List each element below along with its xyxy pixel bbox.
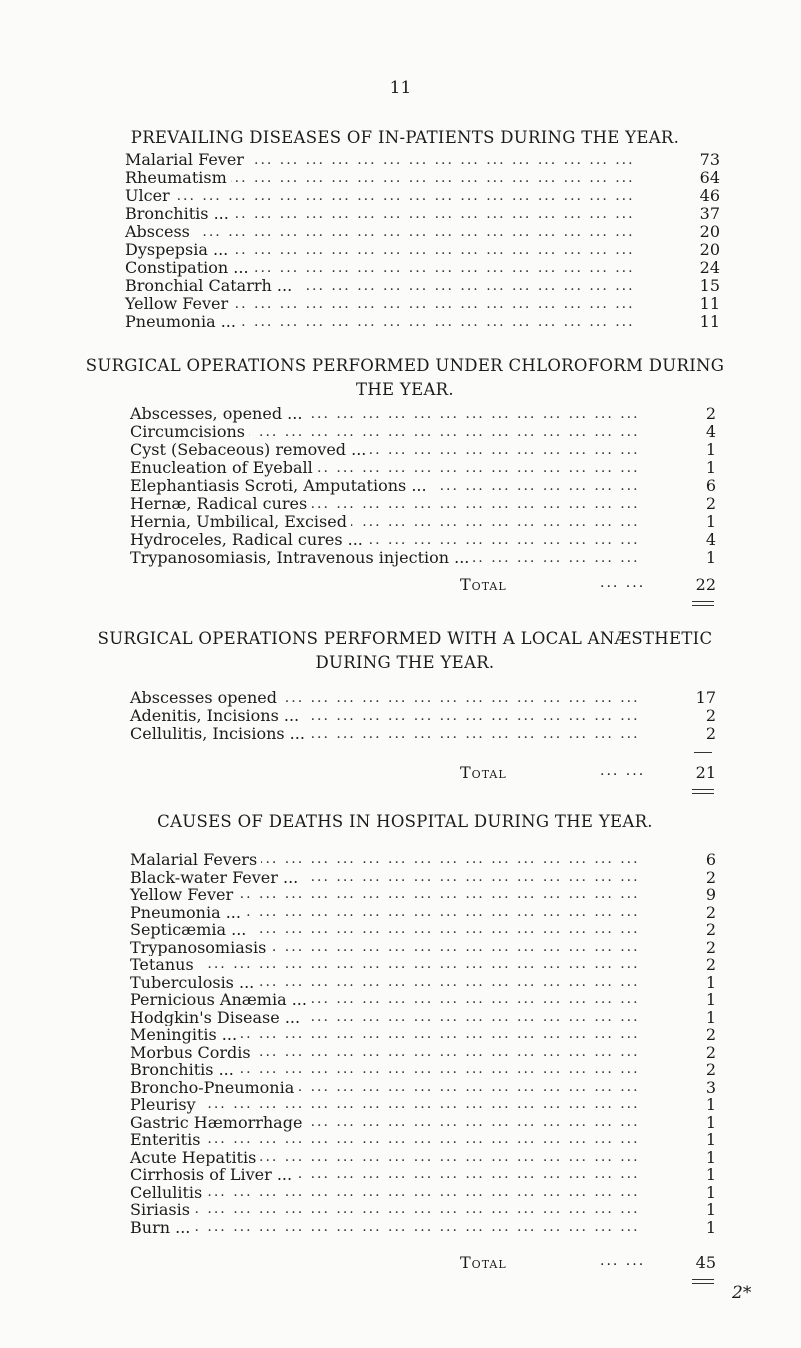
item-count: 2	[705, 1042, 716, 1062]
item-label: Pneumonia ...	[130, 904, 245, 922]
item-count: 1	[705, 440, 716, 459]
list-item	[130, 1201, 716, 1219]
list-item	[130, 1184, 716, 1202]
list-item	[130, 1079, 716, 1097]
local-anaesthetic-list	[130, 689, 716, 743]
list-item	[125, 223, 720, 241]
item-count: 11	[699, 294, 720, 313]
item-count: 6	[705, 850, 716, 869]
item-count: 20	[699, 222, 720, 241]
item-count: 2	[705, 902, 716, 922]
list-item	[130, 956, 716, 974]
item-label: Abscesses, opened ...	[130, 405, 306, 423]
item-label: Abscess	[125, 223, 194, 241]
item-count: 73	[699, 150, 720, 169]
list-item	[130, 1061, 716, 1079]
item-label: Rheumatism	[125, 169, 231, 187]
item-label: Malarial Fevers	[130, 851, 261, 869]
list-item	[130, 974, 716, 992]
item-label: Enucleation of Eyeball	[130, 459, 317, 477]
chloroform-total-double-rule	[692, 601, 714, 606]
item-label: Hydroceles, Radical cures ...	[130, 531, 367, 549]
item-label: Cellulitis, Incisions ...	[130, 725, 309, 743]
item-label: Pleurisy	[130, 1096, 200, 1114]
item-label: Bronchitis ...	[125, 205, 233, 223]
chloroform-total-value: 22	[695, 575, 716, 594]
item-count: 1	[705, 990, 716, 1009]
item-count: 2	[705, 724, 716, 743]
deaths-total-double-rule	[692, 1279, 714, 1284]
prevailing-diseases-title: PREVAILING DISEASES OF IN-PATIENTS DURING THE YEAR.	[130, 128, 680, 147]
item-count: 2	[705, 955, 716, 974]
item-count: 64	[699, 168, 720, 187]
local-total-row	[460, 763, 716, 783]
list-item	[125, 205, 720, 223]
local-title-line2: DURING THE YEAR.	[315, 653, 495, 672]
list-item	[130, 495, 716, 513]
item-label: Ulcer	[125, 187, 174, 205]
list-item	[130, 459, 716, 477]
item-label: Cellulitis	[130, 1184, 206, 1202]
list-item	[130, 1131, 716, 1149]
item-label: Hodgkin's Disease ...	[130, 1009, 304, 1027]
list-item	[130, 441, 716, 459]
item-label: Cyst (Sebaceous) removed ...	[130, 441, 370, 459]
list-item	[125, 295, 720, 313]
page-number: 11	[389, 78, 412, 98]
list-item	[130, 477, 716, 495]
item-label: Yellow Fever	[130, 886, 237, 904]
item-label: Hernæ, Radical cures	[130, 495, 311, 513]
item-label: Bronchial Catarrh ...	[125, 277, 296, 295]
list-item	[130, 869, 716, 887]
list-item	[130, 904, 716, 922]
item-count: 15	[699, 276, 720, 295]
item-count: 37	[699, 204, 720, 223]
item-count: 4	[705, 530, 716, 549]
local-anaesthetic-title	[30, 627, 780, 675]
item-count: 1	[705, 548, 716, 567]
item-count: 24	[699, 258, 720, 277]
item-count: 17	[695, 688, 716, 707]
item-count: 1	[705, 1200, 716, 1219]
item-count: 4	[705, 422, 716, 441]
item-count: 1	[705, 512, 716, 531]
item-label: Trypanosomiasis	[130, 939, 270, 957]
leader-dots	[130, 1219, 676, 1237]
list-item	[130, 1114, 716, 1132]
chloroform-title-line2: THE YEAR.	[356, 380, 454, 399]
causes-of-deaths-list	[130, 851, 716, 1236]
leader-dots	[130, 1201, 676, 1219]
item-count: 2	[705, 404, 716, 423]
item-label: Constipation ...	[125, 259, 253, 277]
prevailing-diseases-list	[125, 151, 720, 331]
list-item	[130, 531, 716, 549]
item-label: Pernicious Anæmia ...	[130, 991, 311, 1009]
chloroform-operations-title	[30, 354, 780, 402]
item-label: Abscesses opened	[130, 689, 281, 707]
item-label: Broncho-Pneumonia	[130, 1079, 298, 1097]
list-item	[130, 513, 716, 531]
chloroform-total-dots: ... ...	[600, 575, 646, 591]
item-label: Black-water Fever ...	[130, 869, 302, 887]
item-label: Enteritis	[130, 1131, 204, 1149]
leader-dots	[125, 187, 680, 205]
item-count: 2	[705, 937, 716, 957]
item-count: 1	[705, 458, 716, 477]
list-item	[130, 423, 716, 441]
chloroform-total-row	[460, 575, 716, 595]
item-count: 9	[705, 885, 716, 904]
deaths-total-label: Total	[460, 1253, 507, 1272]
leader-dots	[130, 1131, 676, 1149]
item-count: 1	[705, 1147, 716, 1167]
item-label: Yellow Fever	[125, 295, 232, 313]
item-label: Elephantiasis Scroti, Amputations ...	[130, 477, 431, 495]
list-item	[130, 921, 716, 939]
list-item	[130, 689, 716, 707]
item-count: 2	[705, 706, 716, 725]
list-item	[130, 549, 716, 567]
item-count: 2	[705, 920, 716, 939]
local-total-value: 21	[695, 763, 716, 782]
chloroform-operations-list	[130, 405, 716, 567]
item-count: 11	[699, 312, 720, 331]
item-count: 46	[699, 186, 720, 205]
local-subtotal-rule	[694, 752, 712, 753]
list-item	[125, 259, 720, 277]
list-item	[130, 939, 716, 957]
causes-of-deaths-title: CAUSES OF DEATHS IN HOSPITAL DURING THE YEAR.	[157, 812, 653, 831]
leader-dots	[130, 956, 676, 974]
item-count: 2	[705, 1025, 716, 1044]
item-label: Malarial Fever	[125, 151, 248, 169]
deaths-total-dots: ... ...	[600, 1253, 646, 1269]
list-item	[130, 886, 716, 904]
list-item	[130, 1009, 716, 1027]
chloroform-total-label: Total	[460, 575, 507, 594]
item-label: Burn ...	[130, 1219, 194, 1237]
item-count: 20	[699, 240, 720, 259]
list-item	[130, 1044, 716, 1062]
local-title-line1: SURGICAL OPERATIONS PERFORMED WITH A LOCAL ANÆSTHETIC	[97, 629, 713, 648]
list-item	[130, 707, 716, 725]
item-label: Hernia, Umbilical, Excised	[130, 513, 351, 531]
list-item	[130, 1219, 716, 1237]
item-count: 1	[705, 1217, 716, 1237]
list-item	[130, 991, 716, 1009]
item-label: Acute Hepatitis	[130, 1149, 260, 1167]
list-item	[125, 187, 720, 205]
item-label: Adenitis, Incisions ...	[130, 707, 303, 725]
item-count: 2	[705, 867, 716, 887]
item-count: 1	[705, 1095, 716, 1114]
item-label: Dyspepsia ...	[125, 241, 232, 259]
local-total-dots: ... ...	[600, 763, 646, 779]
list-item	[130, 851, 716, 869]
local-total-double-rule	[692, 789, 714, 794]
list-item	[125, 313, 720, 331]
local-total-label: Total	[460, 763, 507, 782]
leader-dots	[125, 223, 680, 241]
item-count: 2	[705, 1060, 716, 1079]
item-label: Tetanus	[130, 956, 198, 974]
item-count: 6	[705, 476, 716, 495]
item-label: Siriasis	[130, 1201, 194, 1219]
item-label: Tuberculosis ...	[130, 974, 258, 992]
item-count: 1	[705, 972, 716, 992]
list-item	[125, 277, 720, 295]
item-count: 1	[705, 1182, 716, 1202]
item-count: 1	[705, 1165, 716, 1184]
item-count: 3	[705, 1077, 716, 1097]
list-item	[130, 1026, 716, 1044]
item-label: Trypanosomiasis, Intravenous injection ...	[130, 549, 473, 567]
signature-mark: 2*	[732, 1283, 752, 1303]
leader-dots	[130, 1096, 676, 1114]
item-label: Bronchitis ...	[130, 1061, 238, 1079]
list-item	[130, 1166, 716, 1184]
list-item	[125, 151, 720, 169]
deaths-total-value: 45	[695, 1253, 716, 1272]
item-count: 1	[705, 1130, 716, 1149]
item-count: 1	[705, 1007, 716, 1027]
chloroform-title-line1: SURGICAL OPERATIONS PERFORMED UNDER CHLOROFORM DURING	[85, 356, 725, 375]
item-label: Gastric Hæmorrhage	[130, 1114, 306, 1132]
item-label: Circumcisions	[130, 423, 249, 441]
deaths-total-row	[460, 1253, 716, 1273]
list-item	[130, 1149, 716, 1167]
item-label: Morbus Cordis	[130, 1044, 255, 1062]
item-count: 2	[705, 494, 716, 513]
list-item	[130, 1096, 716, 1114]
item-label: Cirrhosis of Liver ...	[130, 1166, 296, 1184]
list-item	[125, 169, 720, 187]
item-label: Septicæmia ...	[130, 921, 250, 939]
list-item	[125, 241, 720, 259]
leader-dots	[130, 1184, 676, 1202]
list-item	[130, 405, 716, 423]
item-label: Meningitis ...	[130, 1026, 241, 1044]
list-item	[130, 725, 716, 743]
item-label: Pneumonia ...	[125, 313, 240, 331]
item-count: 1	[705, 1112, 716, 1132]
